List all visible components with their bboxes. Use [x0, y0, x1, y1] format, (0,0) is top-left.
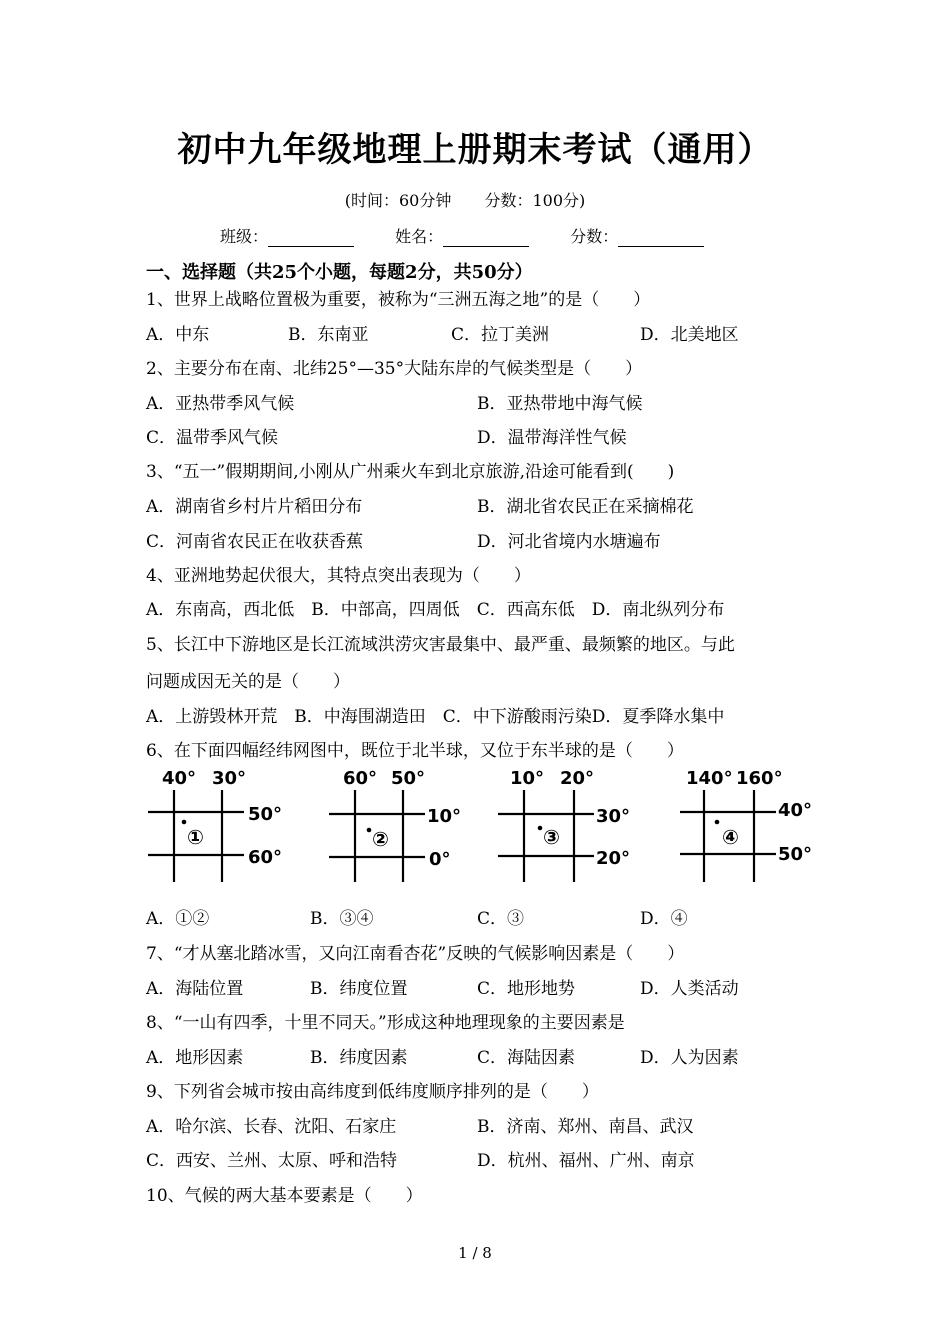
student-info — [220, 224, 740, 247]
class-label: 班级： — [220, 227, 269, 246]
q8-option-b: B．纬度因素 — [310, 1048, 408, 1068]
grid4-right-bottom-label: 50° — [778, 844, 813, 865]
grid4-point-label: ④ — [722, 825, 739, 849]
class-blank[interactable] — [268, 229, 354, 247]
q9-option-d: D．杭州、福州、广州、南京 — [477, 1151, 695, 1171]
q3-option-a: A．湖南省乡村片片稻田分布 — [146, 497, 363, 517]
exam-score: 分数：100分) — [484, 191, 586, 210]
grid1-right-top-label: 50° — [248, 804, 283, 825]
q9-option-c: C．西安、兰州、太原、呼和浩特 — [146, 1151, 398, 1171]
q6-stem: 6、在下面四幅经纬网图中，既位于北半球，又位于东半球的是（ ） — [146, 741, 684, 761]
q9-option-a: A．哈尔滨、长春、沈阳、石家庄 — [146, 1117, 397, 1137]
q4-options: A．东南高，西北低 B．中部高，四周低 C．西高东低 D．南北纵列分布 — [146, 600, 725, 620]
q4-stem: 4、亚洲地势起伏很大，其特点突出表现为（ ） — [146, 566, 531, 586]
grid4-top-left-label: 140° — [686, 768, 733, 789]
q1-option-d: D．北美地区 — [640, 325, 739, 345]
q10-stem: 10、气候的两大基本要素是（ ） — [146, 1186, 423, 1206]
grid1-right-bottom-label: 60° — [248, 847, 283, 868]
q6-option-c: C．③ — [477, 909, 525, 929]
grid2-right-bottom-label: 0° — [429, 849, 451, 870]
q3-option-c: C．河南省农民正在收获香蕉 — [146, 532, 364, 552]
grid2-point-label: ② — [372, 827, 389, 851]
exam-meta — [0, 188, 930, 211]
grid3-right-bottom-label: 20° — [596, 848, 631, 869]
page-title: 初中九年级地理上册期末考试（通用） — [177, 130, 773, 170]
q7-option-d: D．人类活动 — [640, 979, 739, 999]
q2-option-b: B．亚热带地中海气候 — [477, 394, 643, 414]
grid3-point-label: ③ — [543, 825, 560, 849]
section-heading: 一、选择题（共25个小题，每题2分，共50分） — [146, 262, 533, 283]
q8-option-c: C．海陆因素 — [477, 1048, 576, 1068]
q2-option-d: D．温带海洋性气候 — [477, 428, 627, 448]
grid4-right-top-label: 40° — [778, 800, 813, 821]
grid3-top-left-label: 10° — [510, 768, 545, 789]
grid2-top-right-label: 50° — [391, 768, 426, 789]
grid3-right-top-label: 30° — [596, 806, 631, 827]
name-label: 姓名： — [395, 227, 444, 246]
q6-option-d: D．④ — [640, 909, 688, 929]
q9-option-b: B．济南、郑州、南昌、武汉 — [477, 1117, 694, 1137]
exam-time: (时间：60分钟 — [344, 191, 452, 210]
q7-option-a: A．海陆位置 — [146, 979, 244, 999]
grid1-point-label: ① — [187, 825, 204, 849]
score-blank[interactable] — [618, 229, 704, 247]
q6-option-b: B．③④ — [310, 909, 374, 929]
q9-stem: 9、下列省会城市按由高纬度到低纬度顺序排列的是（ ） — [146, 1082, 599, 1102]
grid4-top-right-label: 160° — [736, 768, 783, 789]
q5-options: A．上游毁林开荒 B．中海围湖造田 C．中下游酸雨污染D．夏季降水集中 — [146, 707, 725, 727]
grid2-top-left-label: 60° — [343, 768, 378, 789]
latlon-grid-1 — [146, 764, 296, 890]
grid3-top-right-label: 20° — [560, 768, 595, 789]
q3-option-d: D．河北省境内水塘遍布 — [477, 532, 661, 552]
q3-option-b: B．湖北省农民正在采摘棉花 — [477, 497, 694, 517]
q2-option-a: A．亚热带季风气候 — [146, 394, 295, 414]
q1-option-a: A．中东 — [146, 325, 210, 345]
latlon-grid-3 — [496, 764, 646, 890]
q7-option-c: C．地形地势 — [477, 979, 576, 999]
q1-option-c: C．拉丁美洲 — [451, 325, 550, 345]
q8-stem: 8、“一山有四季，十里不同天。”形成这种地理现象的主要因素是 — [146, 1013, 625, 1033]
q7-stem: 7、“才从塞北踏冰雪，又向江南看杏花”反映的气候影响因素是（ ） — [146, 944, 685, 964]
q6-option-a: A．①② — [146, 909, 210, 929]
q8-option-a: A．地形因素 — [146, 1048, 244, 1068]
grid1-top-right-label: 30° — [212, 768, 247, 789]
q8-option-d: D．人为因素 — [640, 1048, 739, 1068]
q7-option-b: B．纬度位置 — [310, 979, 408, 999]
q3-stem: 3、“五一”假期期间,小刚从广州乘火车到北京旅游,沿途可能看到( ) — [146, 462, 675, 482]
name-blank[interactable] — [443, 229, 529, 247]
latlon-grid-2 — [327, 764, 477, 890]
q2-stem: 2、主要分布在南、北纬25°—35°大陆东岸的气候类型是（ ） — [146, 359, 643, 379]
score-label: 分数： — [570, 227, 619, 246]
grid2-right-top-label: 10° — [427, 806, 462, 827]
latlon-grid-4 — [678, 764, 828, 890]
q5-stem-2: 问题成因无关的是（ ） — [146, 672, 350, 692]
q5-stem-1: 5、长江中下游地区是长江流域洪涝灾害最集中、最严重、最频繁的地区。与此 — [146, 635, 735, 655]
q2-option-c: C．温带季风气候 — [146, 428, 279, 448]
grid1-top-left-label: 40° — [162, 768, 197, 789]
q1-option-b: B．东南亚 — [288, 325, 369, 345]
q1-stem: 1、世界上战略位置极为重要，被称为“三洲五海之地”的是（ ） — [146, 290, 651, 310]
page-number: 1 / 8 — [458, 1244, 492, 1262]
